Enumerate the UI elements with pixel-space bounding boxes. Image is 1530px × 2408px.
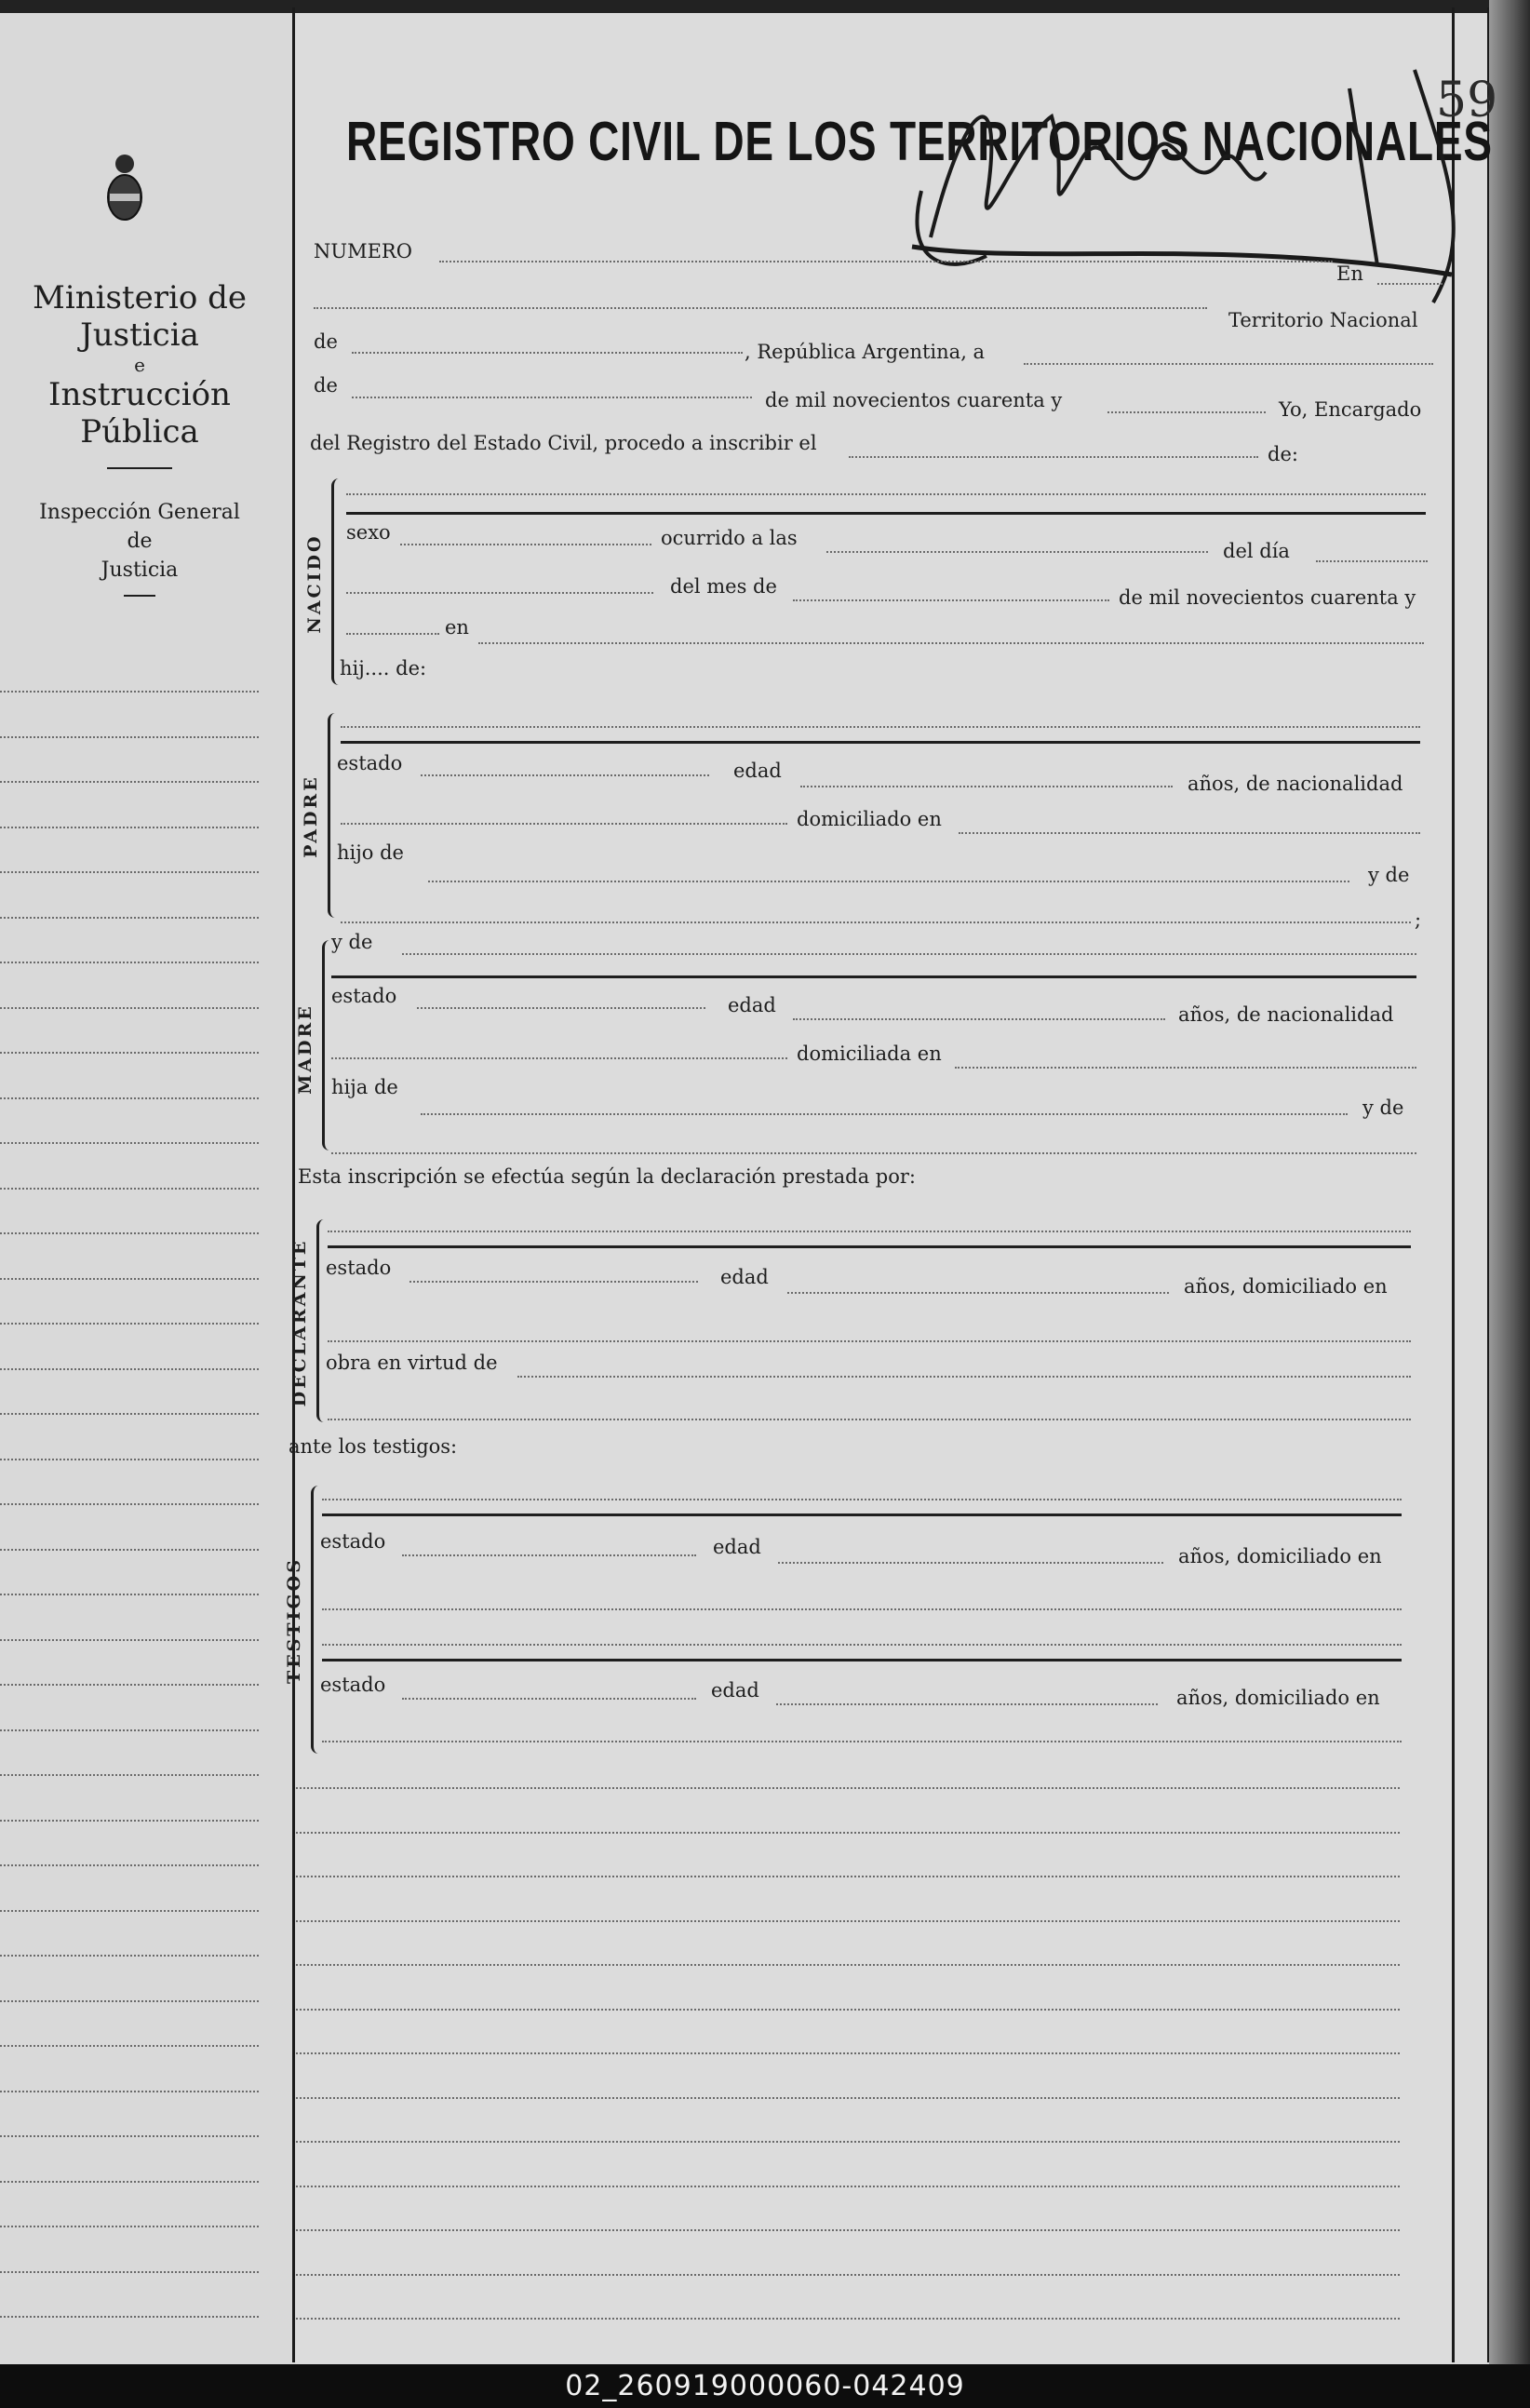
margin-line bbox=[0, 1594, 259, 1595]
blank-line bbox=[296, 1964, 1400, 1966]
testigos-intro-text: ante los testigos: bbox=[289, 1435, 458, 1458]
margin-line bbox=[0, 2091, 259, 2092]
margin-line bbox=[0, 2135, 259, 2137]
margin-line bbox=[0, 962, 259, 963]
blank-line bbox=[296, 1876, 1400, 1877]
padre-estado-label: estado bbox=[337, 752, 403, 774]
hij-label: hij.... de: bbox=[340, 657, 427, 679]
blank-line bbox=[296, 2009, 1400, 2011]
margin-line bbox=[0, 1459, 259, 1460]
margin-line bbox=[0, 691, 259, 693]
republica-label: , República Argentina, a bbox=[745, 341, 986, 363]
madre-anos-label: años, de nacionalidad bbox=[1178, 1003, 1394, 1026]
margin-line bbox=[0, 1864, 259, 1866]
testigo1-estado-label: estado bbox=[320, 1530, 386, 1553]
testigos-brace bbox=[311, 1486, 323, 1754]
declarante-edad-label: edad bbox=[720, 1266, 769, 1288]
sexo-label: sexo bbox=[346, 521, 391, 544]
blank-line bbox=[296, 1832, 1400, 1834]
testigo2-anos-label: años, domiciliado en bbox=[1176, 1687, 1380, 1709]
dept-line2: de bbox=[127, 530, 153, 553]
nacido-en-label: en bbox=[445, 616, 469, 639]
territorio-label: Territorio Nacional bbox=[1228, 309, 1418, 331]
far-right-rule bbox=[1487, 7, 1489, 2362]
declarante-obra-label: obra en virtud de bbox=[326, 1352, 498, 1374]
right-margin-rule bbox=[1452, 7, 1455, 2362]
numero-label: NUMERO bbox=[314, 240, 412, 262]
margin-line bbox=[0, 1368, 259, 1370]
margin-line bbox=[0, 2226, 259, 2227]
de-label-1: de bbox=[314, 330, 338, 353]
declarante-anos-label: años, domiciliado en bbox=[1184, 1275, 1388, 1298]
margin-line bbox=[0, 1774, 259, 1776]
numero-field bbox=[439, 261, 1333, 262]
blank-line bbox=[296, 1787, 1400, 1789]
ministry-line3: Instrucción Pública bbox=[48, 376, 231, 451]
margin-line bbox=[0, 1820, 259, 1822]
ministry-line2: e bbox=[134, 354, 145, 376]
nacido-brace bbox=[331, 478, 343, 685]
testigos-label: TESTIGOS bbox=[284, 1557, 304, 1684]
ministry-line1: Ministerio de Justicia bbox=[33, 279, 247, 354]
blank-line bbox=[296, 2052, 1400, 2054]
margin-line bbox=[0, 1955, 259, 1957]
blank-line bbox=[296, 1920, 1400, 1922]
dept-line3: Justicia bbox=[101, 558, 179, 582]
padre-edad-label: edad bbox=[733, 760, 782, 782]
ocurrido-label: ocurrido a las bbox=[661, 527, 798, 549]
margin-line bbox=[0, 1278, 259, 1280]
margin-line bbox=[0, 827, 259, 828]
handwritten-signature bbox=[893, 51, 1470, 330]
padre-hijode-label: hijo de bbox=[337, 841, 404, 864]
margin-line bbox=[0, 2316, 259, 2318]
mil-label: de mil novecientos cuarenta y bbox=[765, 389, 1063, 411]
testigo2-estado-label: estado bbox=[320, 1674, 386, 1696]
ministry-block bbox=[0, 279, 279, 597]
margin-line bbox=[0, 871, 259, 873]
margin-line bbox=[0, 1729, 259, 1731]
testigo1-edad-label: edad bbox=[713, 1536, 761, 1558]
margin-line bbox=[0, 1097, 259, 1099]
margin-line bbox=[0, 1639, 259, 1641]
registro-label: del Registro del Estado Civil, procedo a inscribir el bbox=[310, 432, 817, 454]
madre-yde-label: y de bbox=[1362, 1096, 1404, 1119]
madre-label: MADRE bbox=[295, 1003, 315, 1095]
margin-line bbox=[0, 1188, 259, 1190]
coat-of-arms-icon bbox=[102, 151, 147, 227]
margin-line bbox=[0, 2181, 259, 2183]
en-label: En bbox=[1336, 262, 1363, 285]
blank-line bbox=[296, 2229, 1400, 2231]
testigo1-anos-label: años, domiciliado en bbox=[1178, 1545, 1382, 1567]
blank-line bbox=[296, 2274, 1400, 2276]
nacido-mil-label: de mil novecientos cuarenta y bbox=[1119, 586, 1416, 609]
margin-line bbox=[0, 1007, 259, 1009]
margin-line bbox=[0, 781, 259, 783]
testigo2-edad-label: edad bbox=[711, 1679, 759, 1702]
declarante-brace bbox=[316, 1219, 329, 1422]
padre-brace bbox=[328, 713, 340, 918]
padre-anos-label: años, de nacionalidad bbox=[1188, 773, 1403, 795]
delmes-label: del mes de bbox=[670, 575, 777, 598]
margin-line bbox=[0, 1052, 259, 1054]
margin-line bbox=[0, 1232, 259, 1234]
declarante-estado-label: estado bbox=[326, 1257, 392, 1279]
scan-id-footer: 02_260919000060-042409 bbox=[0, 2364, 1530, 2408]
madre-yde-top-label: y de bbox=[331, 931, 373, 953]
margin-line bbox=[0, 736, 259, 738]
margin-line bbox=[0, 1503, 259, 1505]
deldia-label: del día bbox=[1223, 540, 1290, 562]
de-label-2: de bbox=[314, 374, 338, 397]
margin-line bbox=[0, 1549, 259, 1551]
margin-line bbox=[0, 2000, 259, 2002]
madre-brace bbox=[322, 940, 334, 1150]
madre-edad-label: edad bbox=[728, 994, 776, 1016]
blank-line bbox=[296, 2141, 1400, 2143]
padre-label: PADRE bbox=[301, 774, 321, 858]
yo-label: Yo, Encargado bbox=[1279, 398, 1422, 421]
madre-domiciliada-label: domiciliada en bbox=[797, 1043, 942, 1065]
margin-line bbox=[0, 1684, 259, 1686]
padre-yde-label: y de bbox=[1368, 864, 1410, 886]
dept-line1: Inspección General bbox=[39, 501, 240, 524]
margin-line bbox=[0, 2045, 259, 2047]
blank-line bbox=[296, 2318, 1400, 2320]
margin-line bbox=[0, 1910, 259, 1912]
padre-semicolon: ; bbox=[1415, 908, 1422, 931]
scan-top-border bbox=[0, 0, 1530, 13]
margin-line bbox=[0, 1323, 259, 1325]
padre-domiciliado-label: domiciliado en bbox=[797, 808, 942, 830]
nacido-label: NACIDO bbox=[304, 533, 325, 634]
left-margin-rule bbox=[292, 7, 295, 2362]
margin-line bbox=[0, 917, 259, 919]
margin-line bbox=[0, 1142, 259, 1144]
declaracion-text: Esta inscripción se efectúa según la declaración prestada por: bbox=[298, 1165, 916, 1188]
de-colon-label: de: bbox=[1268, 443, 1298, 465]
page-title: REGISTRO CIVIL DE LOS TERRITORIOS NACIONALES bbox=[346, 111, 1493, 172]
madre-hijade-label: hija de bbox=[331, 1076, 398, 1098]
margin-line bbox=[0, 1413, 259, 1415]
madre-estado-label: estado bbox=[331, 985, 397, 1007]
blank-line bbox=[296, 2097, 1400, 2099]
blank-line bbox=[296, 2186, 1400, 2187]
book-binding-edge bbox=[1489, 0, 1530, 2364]
page-number: 59 bbox=[1436, 73, 1498, 128]
declarante-label: DECLARANTE bbox=[289, 1238, 310, 1407]
margin-line bbox=[0, 2271, 259, 2273]
